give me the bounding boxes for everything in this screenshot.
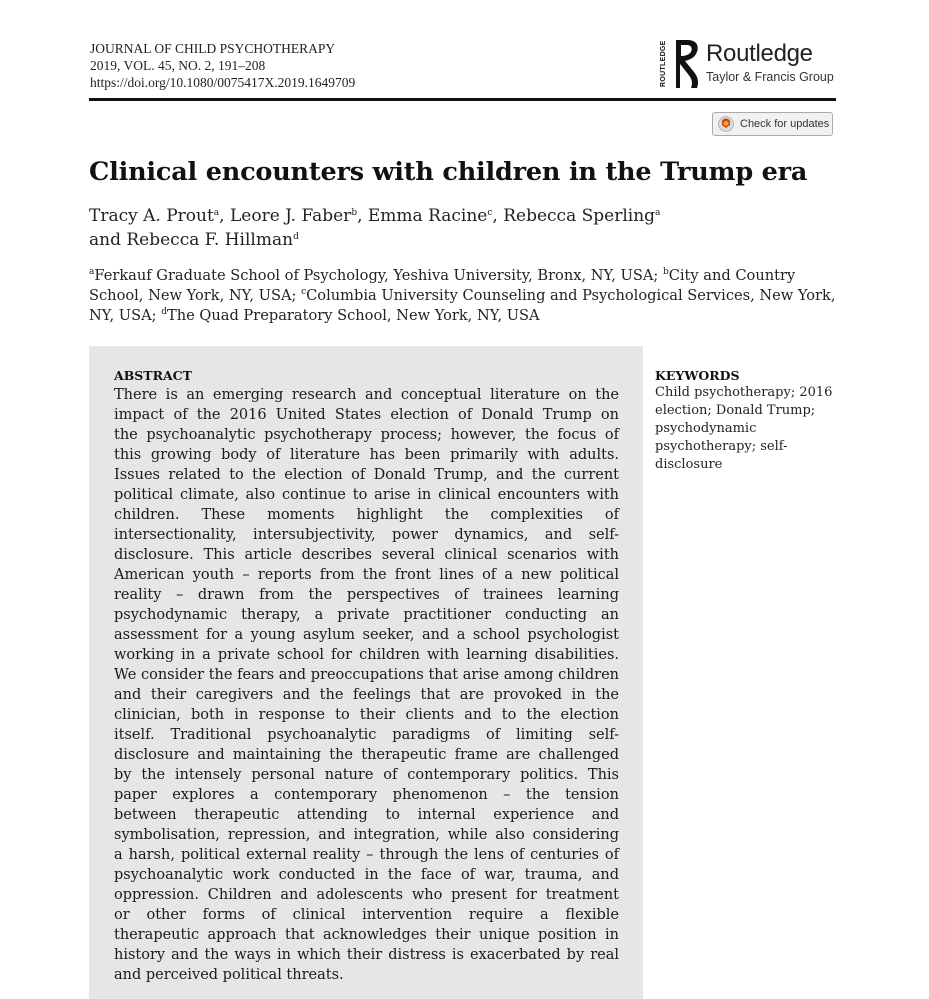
affiliation-mark: a bbox=[89, 267, 95, 277]
affiliation-text: School, New York, NY, USA; bbox=[89, 287, 302, 304]
abstract-line: and their caregivers and the feelings that are provoked in the bbox=[114, 687, 619, 703]
journal-name: JOURNAL OF CHILD PSYCHOTHERAPY bbox=[90, 41, 336, 56]
abstract-line: psychoanalytic work conducted in the face of war, trauma, and bbox=[114, 867, 619, 883]
affiliation-text: NY, USA; bbox=[89, 307, 162, 324]
journal-doi-link[interactable]: https://doi.org/10.1080/0075417X.2019.1649709 bbox=[90, 75, 356, 90]
abstract-line: and perceived political threats. bbox=[114, 967, 344, 983]
author-name: Tracy A. Prout bbox=[89, 206, 214, 226]
author-affiliation-mark: b bbox=[351, 208, 358, 218]
abstract-line: working in a private school for children with learning disabilities. bbox=[114, 647, 619, 663]
journal-header bbox=[90, 40, 355, 91]
affiliation-text: The Quad Preparatory School, New York, NY, USA bbox=[166, 307, 540, 324]
routledge-r-icon bbox=[672, 38, 702, 90]
abstract-line: oppression. Children and adolescents who present for treatment bbox=[114, 887, 619, 903]
abstract-line: this growing body of literature has been primarily with adults. bbox=[114, 447, 619, 463]
abstract-line: Issues related to the election of Donald Trump, and the current bbox=[114, 467, 619, 483]
journal-volume: 2019, VOL. 45, NO. 2, 191–208 bbox=[90, 58, 266, 73]
author-affiliation-mark: c bbox=[487, 208, 493, 218]
abstract-line: impact of the 2016 United States election of Donald Trump on bbox=[114, 407, 619, 423]
abstract-line: political climate, also continue to arise in clinical encounters with bbox=[114, 487, 619, 503]
author-name: Leore J. Faber bbox=[229, 206, 352, 226]
affiliation-mark: d bbox=[161, 307, 167, 317]
abstract-line: paper explores a contemporary phenomenon – the tension bbox=[114, 787, 619, 803]
abstract-line: We consider the fears and preoccupations that arise among children bbox=[114, 667, 619, 683]
author-separator: , bbox=[219, 206, 230, 226]
affiliation-text: Columbia University Counseling and Psychological Services, New York, bbox=[306, 287, 836, 304]
abstract-heading: ABSTRACT bbox=[114, 368, 192, 383]
publisher-name: Routledge bbox=[706, 40, 813, 67]
author-affiliation-mark: d bbox=[293, 232, 299, 242]
affiliation-mark: c bbox=[301, 287, 307, 297]
keyword-line: election; Donald Trump; bbox=[655, 403, 816, 418]
affiliation-text: City and Country bbox=[668, 267, 796, 284]
affiliation-line bbox=[89, 286, 839, 306]
author-name: Rebecca F. Hillman bbox=[126, 230, 294, 250]
keyword-line: psychodynamic bbox=[655, 421, 757, 436]
abstract-line: psychodynamic therapy, a private practitioner conducting an bbox=[114, 607, 619, 623]
abstract-line: therapeutic approach that acknowledges their unique position in bbox=[114, 927, 619, 943]
abstract-line: or other forms of clinical intervention require a flexible bbox=[114, 907, 619, 923]
abstract-line: clinician, both in response to their clients and to the election bbox=[114, 707, 619, 723]
keywords-heading: KEYWORDS bbox=[655, 368, 740, 383]
article-title: Clinical encounters with children in the Trump era bbox=[89, 157, 808, 187]
affiliation-text: Ferkauf Graduate School of Psychology, Yeshiva University, Bronx, NY, USA; bbox=[94, 267, 663, 284]
author-conjunction: and bbox=[89, 230, 127, 250]
author-line-2 bbox=[89, 228, 789, 252]
author-separator: , bbox=[357, 206, 368, 226]
abstract-body bbox=[114, 385, 619, 985]
abstract-line: history and the ways in which their distress is exacerbated by real bbox=[114, 947, 619, 963]
check-for-updates-button[interactable] bbox=[712, 112, 833, 136]
author-name: Emma Racine bbox=[367, 206, 488, 226]
affiliation-line bbox=[89, 266, 839, 286]
author-separator: , bbox=[492, 206, 504, 226]
abstract-line: a harsh, political external reality – through the lens of centuries of bbox=[114, 847, 619, 863]
check-for-updates-label: Check for updates bbox=[740, 118, 830, 130]
abstract-line: disclosure. This article describes several clinical scenarios with bbox=[114, 547, 619, 563]
abstract-line: the psychoanalytic psychotherapy process; however, the focus of bbox=[114, 427, 619, 443]
abstract-line: assessment for a young asylum seeker, and a school psychologist bbox=[114, 627, 619, 643]
publisher-vertical-label: ROUTLEDGE bbox=[660, 40, 667, 88]
abstract-line: disclosure and maintaining the therapeutic frame are challenged bbox=[114, 747, 619, 763]
abstract-line: by the intensely personal nature of contemporary politics. This bbox=[114, 767, 619, 783]
affiliation-mark: b bbox=[662, 267, 669, 277]
abstract-line: There is an emerging research and conceptual literature on the bbox=[114, 387, 619, 403]
abstract-line: between therapeutic attending to internal experience and bbox=[114, 807, 619, 823]
check-for-updates-icon bbox=[718, 116, 734, 132]
abstract-line: itself. Traditional psychoanalytic paradigms of limiting self- bbox=[114, 727, 619, 743]
keyword-line: Child psychotherapy; 2016 bbox=[655, 385, 833, 400]
header-rule bbox=[89, 98, 836, 101]
publisher-logo bbox=[660, 38, 840, 90]
author-line-1 bbox=[89, 204, 789, 228]
affiliations bbox=[89, 266, 839, 326]
author-affiliation-mark: a bbox=[213, 208, 220, 218]
keywords-list bbox=[655, 384, 840, 474]
abstract-line: symbolisation, repression, and integration, while also considering bbox=[114, 827, 619, 843]
author-list bbox=[89, 204, 789, 252]
abstract-line: American youth – reports from the front lines of a new political bbox=[114, 567, 619, 583]
abstract-line: reality – drawn from the perspectives of trainees learning bbox=[114, 587, 619, 603]
affiliation-line bbox=[89, 306, 839, 326]
author-name: Rebecca Sperling bbox=[503, 206, 656, 226]
publisher-group: Taylor & Francis Group bbox=[706, 70, 834, 84]
abstract-line: intersectionality, intersubjectivity, power dynamics, and self- bbox=[114, 527, 619, 543]
keyword-line: psychotherapy; self- bbox=[655, 439, 788, 454]
keyword-line: disclosure bbox=[655, 457, 723, 472]
abstract-line: children. These moments highlight the complexities of bbox=[114, 507, 619, 523]
author-affiliation-mark: a bbox=[655, 208, 661, 218]
